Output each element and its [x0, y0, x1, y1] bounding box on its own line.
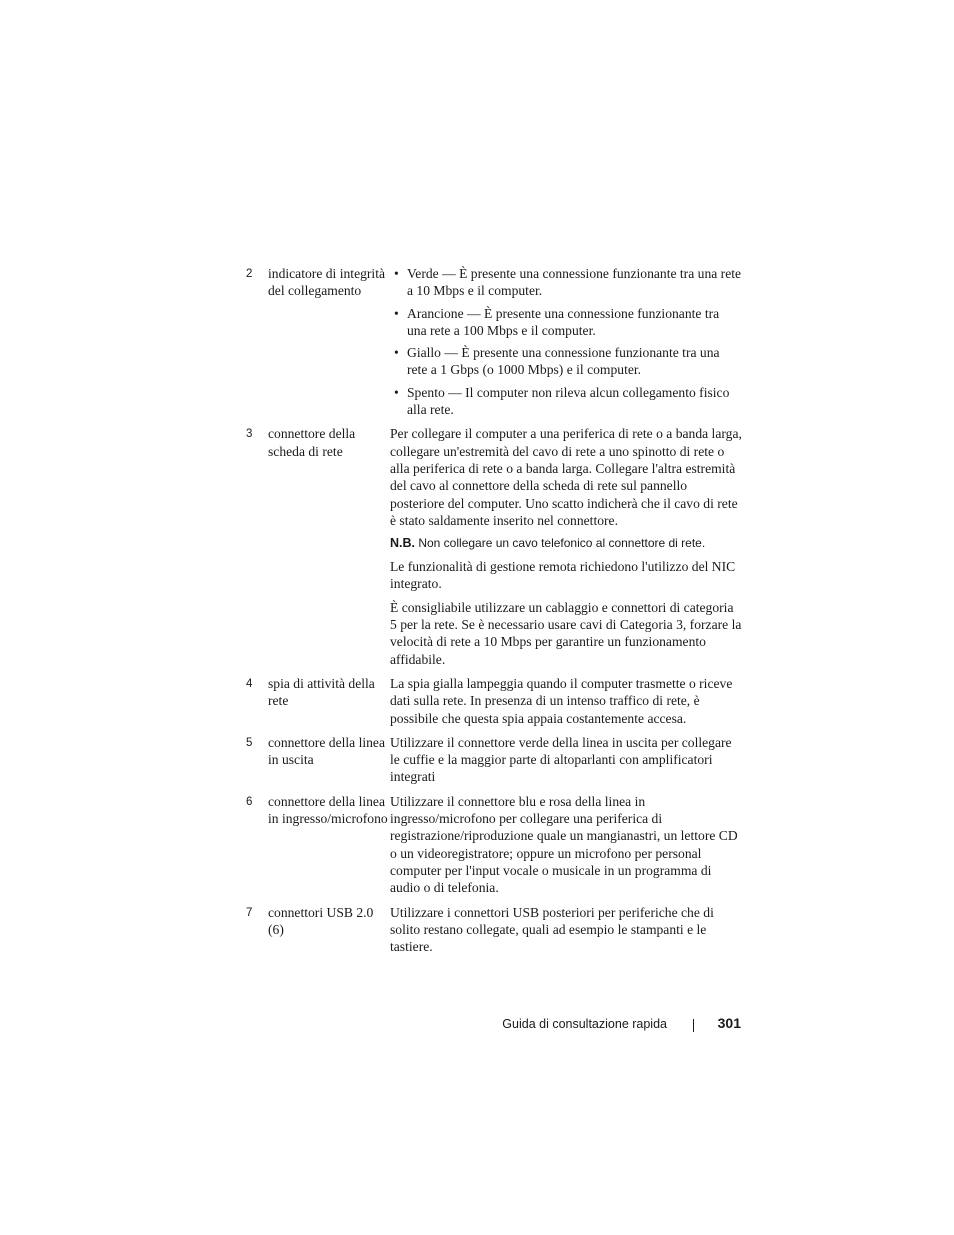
item-description: Utilizzare i connettori USB posteriori per periferiche che di solito restano collegate, quali ad esempio le stampanti e le tastiere.: [390, 904, 714, 955]
table-row: [246, 425, 746, 668]
item-name: connettori USB 2.0 (6): [268, 904, 374, 937]
item-number: 2: [246, 268, 253, 280]
paragraph: È consigliabile utilizzare un cablaggio e connettori di categoria 5 per la rete. Se è necessario usare cavi di Categoria 3, forzare la velocità di rete a 10 Mbps per garantire un funzionamento affidabile.: [390, 599, 742, 667]
list-item: [390, 344, 742, 379]
item-description: La spia gialla lampeggia quando il computer trasmette o riceve dati sulla rete. In presenza di un intenso traffico di rete, è possibile che questa spia appaia costantemente accesa.: [390, 675, 733, 726]
note: [390, 535, 742, 552]
item-name: connettore della scheda di rete: [268, 426, 356, 459]
item-name: spia di attività della rete: [268, 675, 375, 709]
item-description: Utilizzare il connettore blu e rosa della linea in ingresso/microfono per collegare una periferica di registrazione/riproduzione quale un mangianastri, un lettore CD o un videoregistratore; oppure un microfono per personal computer per l'input vocale o musicale in un programma di audio o di telefonia.: [390, 793, 738, 896]
item-number: 3: [246, 428, 253, 441]
page-number: 301: [717, 1015, 741, 1031]
item-description: [390, 265, 742, 418]
item-name: connettore della linea in ingresso/microfono: [268, 793, 388, 827]
bullet-text: Arancione — È presente una connessione funzionante tra una rete a 100 Mbps e il computer.: [407, 305, 720, 338]
bullet-icon: •: [394, 345, 399, 361]
list-item: [390, 265, 742, 300]
table-row: [246, 793, 746, 897]
paragraph: Le funzionalità di gestione remota richiedono l'utilizzo del NIC integrato.: [390, 559, 736, 592]
footer-divider: [693, 1019, 694, 1032]
table-row: [246, 265, 746, 418]
item-number: 5: [246, 736, 253, 749]
table-row: [246, 675, 746, 727]
bullet-text: Verde — È presente una connessione funzionante tra una rete a 10 Mbps e il computer.: [407, 266, 742, 299]
connector-table: [246, 265, 746, 962]
item-number: 4: [246, 677, 253, 690]
status-list: [390, 265, 742, 418]
bullet-icon: •: [394, 384, 399, 400]
table-row: [246, 734, 746, 786]
note-label: N.B.: [390, 536, 415, 551]
table-row: [246, 904, 746, 956]
footer-title: Guida di consultazione rapida: [502, 1017, 667, 1031]
bullet-text: Giallo — È presente una connessione funzionante tra una rete a 1 Gbps (o 1000 Mbps) e il computer.: [407, 345, 720, 378]
item-number: 6: [246, 795, 253, 808]
item-name: connettore della linea in uscita: [268, 734, 386, 768]
list-item: [390, 305, 742, 340]
item-description: [390, 425, 742, 668]
bullet-icon: •: [394, 266, 399, 281]
item-name: indicatore di integrità del collegamento: [268, 266, 386, 299]
note-text: Non collegare un cavo telefonico al connettore di rete.: [415, 536, 706, 551]
bullet-text: Spento — Il computer non rileva alcun collegamento fisico alla rete.: [407, 384, 730, 418]
item-number: 7: [246, 906, 253, 919]
list-item: [390, 384, 742, 419]
bullet-icon: •: [394, 305, 399, 321]
item-description: Utilizzare il connettore verde della linea in uscita per collegare le cuffie e la maggior parte di altoparlanti con amplificatori integrati: [390, 734, 732, 785]
paragraph: Per collegare il computer a una periferica di rete o a banda larga, collegare un'estremità del cavo di rete a uno spinotto di rete o alla periferica di rete o a banda larga. Collegare l'altra estremità del cavo al connettore della scheda di rete sul pannello posteriore del computer. Uno scatto indicherà che il cavo di rete è stato saldamente inserito nel connettore.: [390, 426, 742, 528]
